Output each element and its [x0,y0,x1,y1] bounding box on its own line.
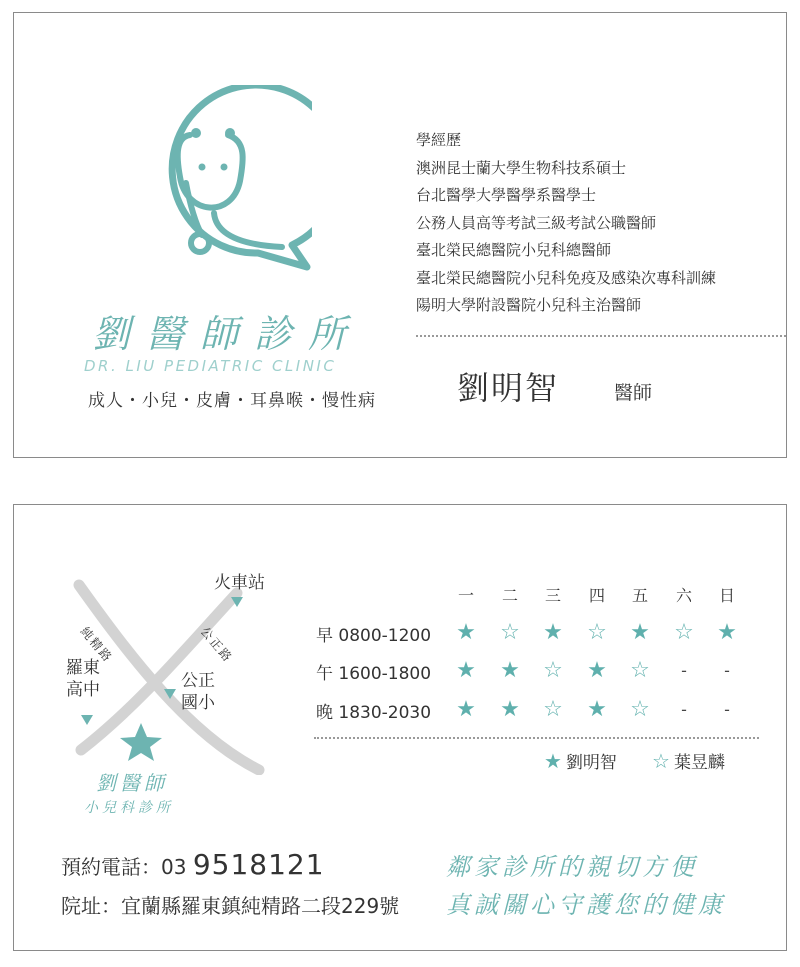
schedule-day-header: 一 [457,586,474,605]
outline-star-icon: ☆ [587,620,607,645]
education-item: 公務人員高等考試三級考試公職醫師 [416,213,657,232]
slogan-line2: 真誠關心守護您的健康 [446,891,726,919]
schedule-day-header: 四 [588,586,605,605]
address: 院址：宜蘭縣羅東鎮純精路二段229號 [61,894,400,918]
schedule-day-header: 二 [501,586,518,605]
filled-star-icon: ★ [456,620,476,645]
legend-item-ye [652,748,725,773]
stethoscope-speech-bubble-icon [132,85,312,275]
legend-name: 劉明智 [565,753,617,773]
dotted-divider [416,335,786,337]
clinic-name-chinese: 劉醫師診所 [92,312,363,356]
schedule-divider [314,737,759,739]
schedule-day-header: 三 [544,586,561,605]
education-item: 臺北榮民總醫院小兒科免疫及感染次專科訓練 [416,268,717,287]
outline-star-icon: ☆ [674,620,694,645]
filled-star-icon: ★ [500,697,520,722]
filled-star-icon: ★ [587,697,607,722]
schedule-day-header: 日 [718,586,735,605]
legend-item-liu [544,748,617,773]
clinic-name-english: DR. LIU PEDIATRIC CLINIC [84,357,337,375]
road-label-gongzheng: 公正路 [197,624,236,666]
schedule-day-header: 六 [675,586,692,605]
phone-number: 9518121 [192,848,325,881]
map-school-luodong [66,657,100,701]
doctor-title: 醫師 [614,382,653,404]
education-list [416,127,716,320]
business-card-front [13,12,787,458]
outline-star-icon: ☆ [652,749,670,773]
education-item: 臺北榮民總醫院小兒科總醫師 [416,241,612,259]
schedule-empty-cell: - [681,661,687,680]
filled-star-icon: ★ [630,620,650,645]
outline-star-icon: ☆ [630,658,650,683]
legend-name: 葉昱麟 [673,753,725,773]
map-clinic-sign-name: 劉醫師 [96,771,168,795]
map-school-luodong-line1: 羅東 [66,658,100,678]
business-card-back [13,504,787,951]
map-school-gongzheng-line1: 公正 [181,671,215,691]
schedule-empty-cell: - [724,661,730,680]
location-map [69,565,279,775]
filled-star-icon: ★ [456,658,476,683]
education-item: 澳洲昆士蘭大學生物科技系碩士 [416,158,627,177]
doctor-name: 劉明智 [457,369,560,407]
filled-star-icon: ★ [587,658,607,683]
map-school-luodong-line2: 高中 [66,680,100,700]
filled-star-icon: ★ [500,658,520,683]
outline-star-icon: ☆ [500,620,520,645]
map-station-label: 火車站 [214,573,265,593]
schedule-session-label: 午 1600-1800 [316,664,432,684]
schedule-empty-cell: - [724,700,730,719]
schedule-empty-cell: - [681,700,687,719]
education-item: 陽明大學附設醫院小兒科主治醫師 [416,296,642,314]
outline-star-icon: ☆ [543,658,563,683]
map-school-gongzheng [181,670,215,714]
schedule-day-header: 五 [631,586,648,605]
education-heading: 學經歷 [416,131,462,149]
phone-label: 預約電話：03 [61,855,187,879]
education-item: 台北醫學大學醫學系醫學士 [416,186,597,204]
filled-star-icon: ★ [544,749,562,773]
slogan-line1: 鄰家診所的親切方便 [446,853,698,881]
schedule-session-label: 早 0800-1200 [316,626,432,646]
outline-star-icon: ☆ [630,697,650,722]
map-school-gongzheng-line2: 國小 [181,693,215,713]
services-list: 成人・小兒・皮膚・耳鼻喉・慢性病 [88,391,376,411]
road-label-chunjing: 純精路 [77,624,116,666]
filled-star-icon: ★ [717,620,737,645]
phone-line [61,848,325,881]
filled-star-icon: ★ [456,697,476,722]
filled-star-icon: ★ [543,620,563,645]
map-clinic-sign-type: 小兒科診所 [84,800,174,816]
outline-star-icon: ☆ [543,697,563,722]
schedule-session-label: 晚 1830-2030 [316,703,432,723]
